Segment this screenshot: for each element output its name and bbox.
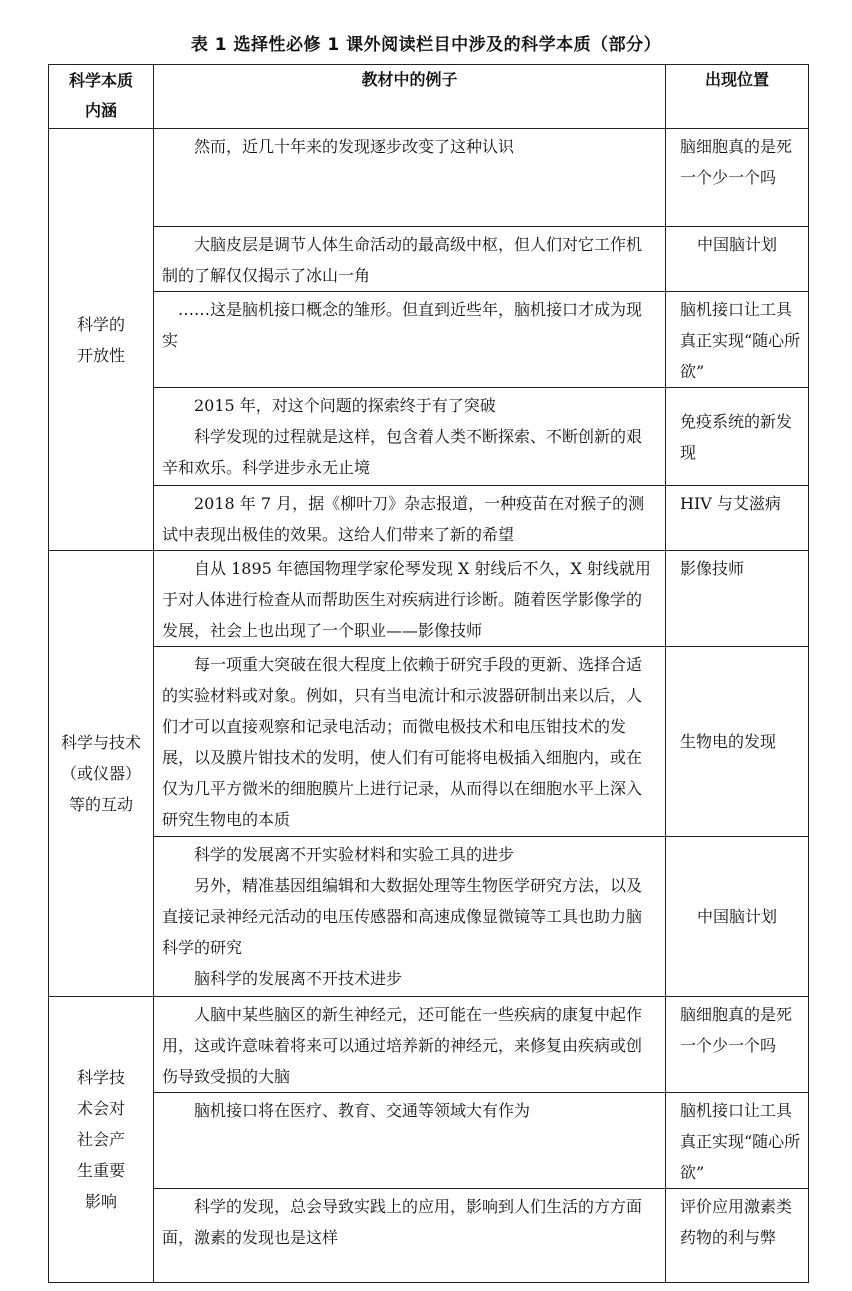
table-row [49,1093,809,1189]
table-row [49,129,809,227]
example-text: 2015 年，对这个问题的探索终于有了突破 [194,396,496,415]
table-row [49,551,809,647]
table-row [49,486,809,551]
location-cell: 脑细胞真的是死一个少一个吗 [666,997,809,1093]
location-cell: 评价应用激素类药物的利与弊 [666,1189,809,1283]
example-text: 科学的发现，总会导致实践上的应用，影响到人们生活的方方面面，激素的发现也是这样 [162,1197,643,1247]
table-row [49,292,809,388]
example-cell [154,1093,666,1189]
example-text: 大脑皮层是调节人体生命活动的最高级中枢，但人们对它工作机制的了解仅仅揭示了冰山一角 [162,235,643,285]
location-cell: 脑机接口让工具真正实现“随心所欲” [666,1093,809,1189]
example-text: 然而，近几十年来的发现逐步改变了这种认识 [194,137,515,156]
table-caption: 表 1 选择性必修 1 课外阅读栏目中涉及的科学本质（部分） [190,35,662,55]
example-cell [154,997,666,1093]
header-examples: 教材中的例子 [154,65,666,129]
example-text: 科学发现的过程就是这样，包含着人类不断探索、不断创新的艰辛和欢乐。科学进步永无止境 [162,427,643,477]
location-cell: 生物电的发现 [666,647,809,837]
location-cell: 中国脑计划 [666,837,809,997]
category-social-impact: 科学技术会对社会产生重要影响 [49,997,154,1283]
example-cell [154,837,666,997]
example-text: 自从 1895 年德国物理学家伦琴发现 X 射线后不久，X 射线就用于对人体进行检查从而帮助医生对疾病进行诊断。随着医学影像学的发展，社会上也出现了一个职业——影像技师 [162,559,651,640]
example-cell [154,647,666,837]
location-cell: 影像技师 [666,551,809,647]
header-connotation: 科学本质内涵 [49,65,154,129]
example-text: 人脑中某些脑区的新生神经元，还可能在一些疾病的康复中起作用，这或许意味着将来可以通过培养新的神经元，来修复由疾病或创伤导致受损的大脑 [162,1005,643,1086]
location-cell: 脑细胞真的是死一个少一个吗 [666,129,809,227]
table-row [49,837,809,997]
example-text: 2018 年 7 月，据《柳叶刀》杂志报道，一种疫苗在对猴子的测试中表现出极佳的效果。这给人们带来了新的希望 [162,494,645,544]
example-text: 脑科学的发展离不开技术进步 [194,969,403,988]
header-location: 出现位置 [666,65,809,129]
table-row [49,647,809,837]
example-cell [154,292,666,388]
table-row [49,227,809,292]
table-header-row [49,65,809,129]
example-text: 每一项重大突破在很大程度上依赖于研究手段的更新、选择合适的实验材料或对象。例如，只有当电流计和示波器研制出来以后，人们才可以直接观察和记录电活动；而微电极技术和电压钳技术的发展，以及膜片钳技术的发明，使人们有可能将电极插入细胞内，或在仅为几平方微米的细胞膜片上进行记录，从而得以在细胞水平上深入研究生物电的本质 [162,655,643,829]
location-cell: 中国脑计划 [666,227,809,292]
example-cell [154,1189,666,1283]
example-cell [154,551,666,647]
science-nature-table [48,64,809,1283]
example-cell [154,227,666,292]
table-row [49,997,809,1093]
example-cell [154,129,666,227]
example-text: 另外，精准基因组编辑和大数据处理等生物医学研究方法，以及直接记录神经元活动的电压传感器和高速成像显微镜等工具也助力脑科学的研究 [162,876,643,957]
table-row [49,1189,809,1283]
example-cell [154,486,666,551]
example-cell [154,388,666,486]
table-row [49,388,809,486]
location-cell: 免疫系统的新发现 [666,388,809,486]
category-tech-interaction: 科学与技术（或仪器）等的互动 [49,551,154,997]
location-cell: HIV 与艾滋病 [666,486,809,551]
category-openness: 科学的开放性 [49,129,154,551]
example-text: 科学的发展离不开实验材料和实验工具的进步 [194,845,515,864]
example-text: ……这是脑机接口概念的雏形。但直到近些年，脑机接口才成为现实 [162,300,643,350]
example-text: 脑机接口将在医疗、教育、交通等领域大有作为 [194,1101,531,1120]
location-cell: 脑机接口让工具真正实现“随心所欲” [666,292,809,388]
